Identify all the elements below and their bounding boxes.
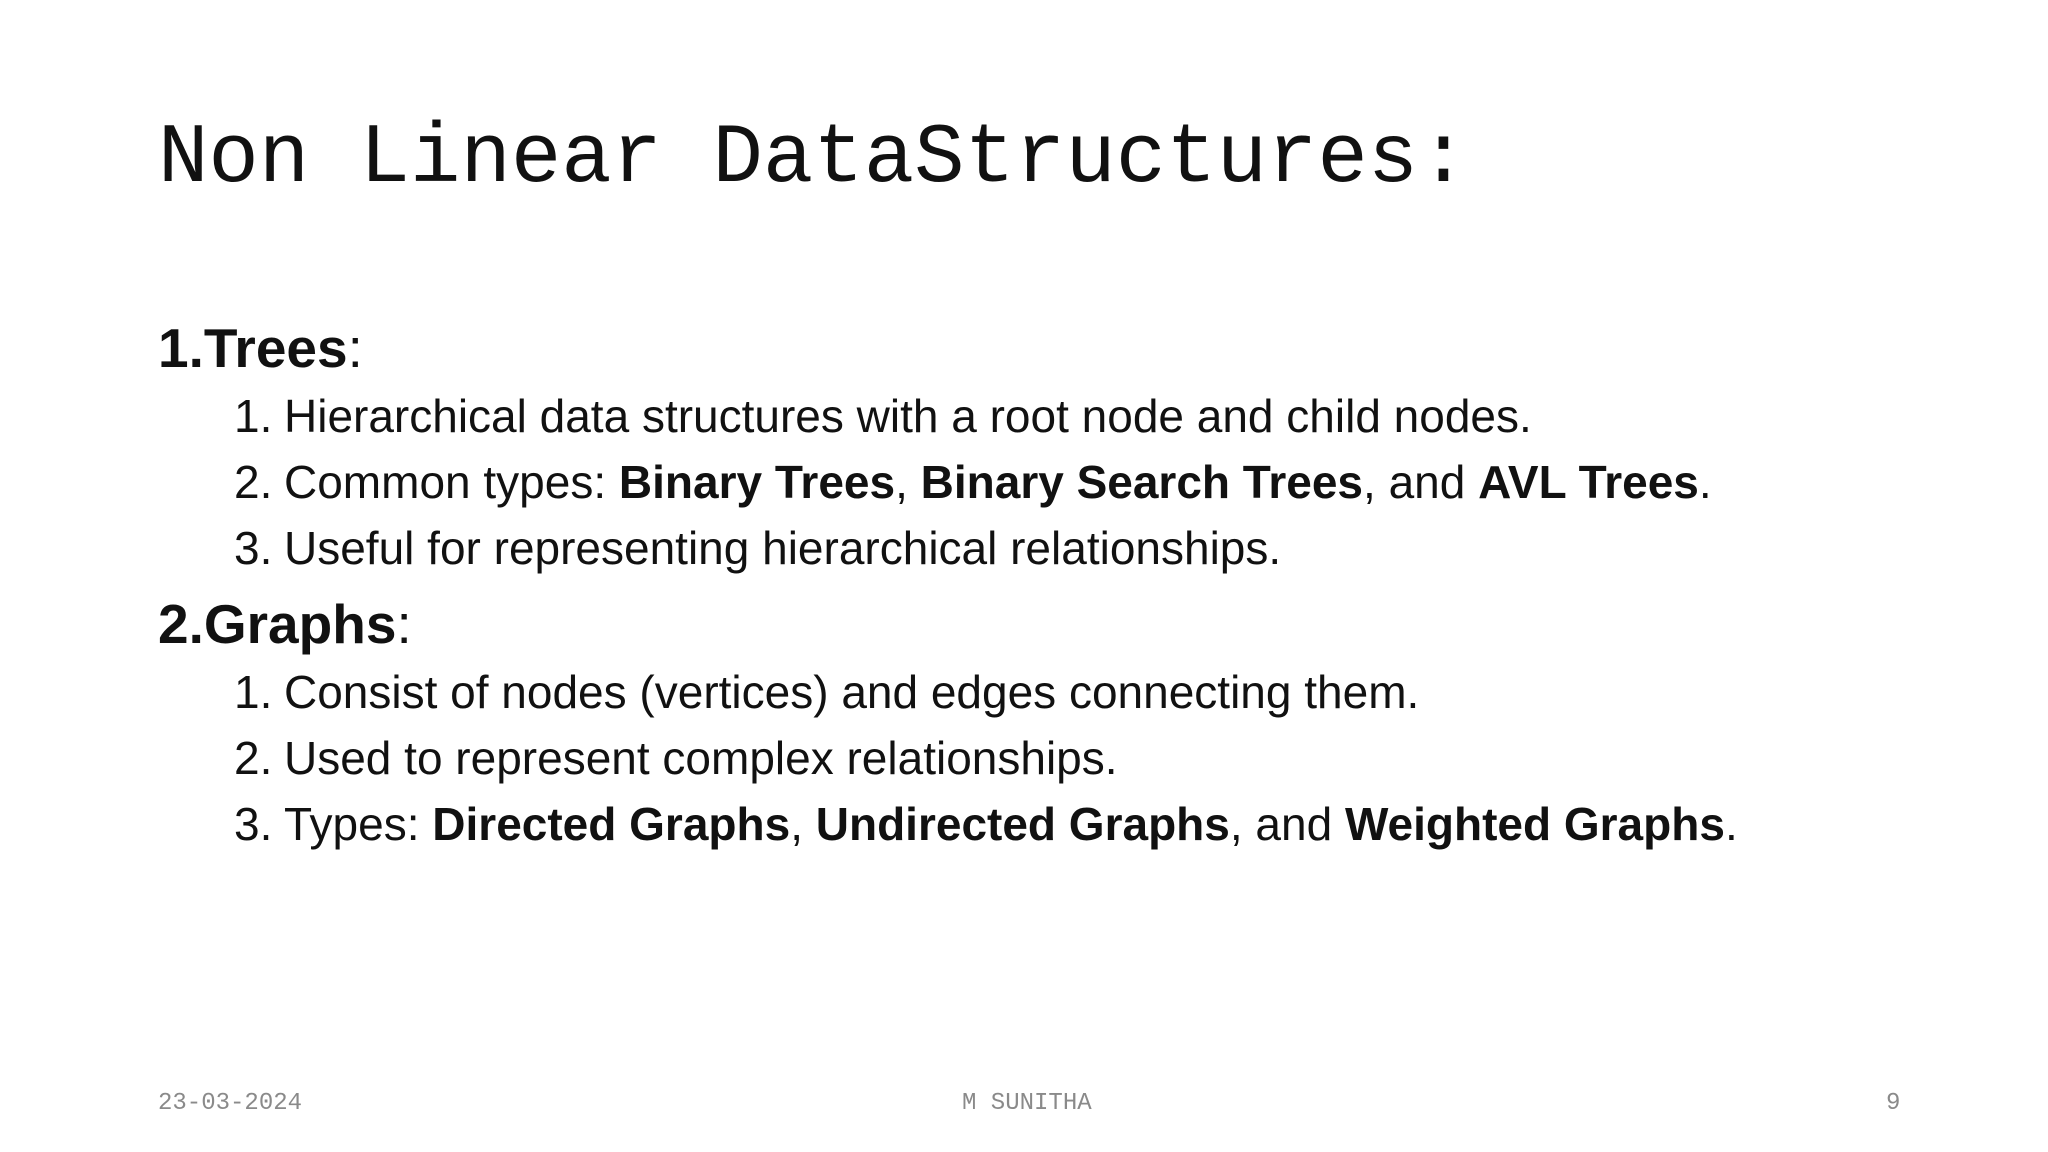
section-number: 1. [158, 317, 204, 379]
list-marker: 2. [234, 456, 273, 508]
section-heading-trees [158, 312, 1918, 384]
term-directed-graphs: Directed Graphs [432, 798, 791, 850]
section-suffix: : [347, 317, 363, 379]
list-item-prefix: Types: [284, 798, 433, 850]
section-heading-graphs [158, 588, 1918, 660]
slide-title: Non Linear DataStructures: [158, 112, 1469, 207]
list-item [158, 730, 1918, 786]
list-item-text: Hierarchical data structures with a root node and child nodes. [284, 390, 1532, 442]
list-item-separator: , [895, 456, 921, 508]
list-item-separator: , and [1229, 798, 1345, 850]
section-number: 2. [158, 593, 204, 655]
graphs-list [158, 664, 1918, 852]
list-marker: 1. [234, 390, 273, 442]
list-item [158, 796, 1844, 852]
trees-list [158, 388, 1918, 576]
section-trees [158, 312, 1918, 576]
term-binary-search-trees: Binary Search Trees [920, 456, 1364, 508]
list-item-text: Useful for representing hierarchical relationships. [284, 522, 1282, 574]
list-item [158, 664, 1918, 720]
list-item-end: . [1724, 798, 1738, 850]
slide-content [158, 312, 1918, 862]
footer-page-number: 9 [1886, 1090, 1901, 1117]
footer-author: M SUNITHA [962, 1090, 1092, 1117]
list-item-prefix: Common types: [284, 456, 619, 508]
list-marker: 3. [234, 522, 273, 574]
section-name: Trees [203, 317, 348, 379]
term-avl-trees: AVL Trees [1478, 456, 1699, 508]
list-item-separator: , and [1363, 456, 1479, 508]
list-item [158, 454, 1918, 510]
list-marker: 1. [234, 666, 273, 718]
list-item [158, 520, 1918, 576]
list-item-text: Consist of nodes (vertices) and edges connecting them. [284, 666, 1420, 718]
list-item-separator: , [790, 798, 816, 850]
footer-date: 23-03-2024 [158, 1090, 303, 1117]
list-item-text: Used to represent complex relationships. [284, 732, 1118, 784]
section-name: Graphs [203, 593, 397, 655]
list-item [158, 388, 1918, 444]
section-graphs [158, 588, 1918, 852]
list-item-end: . [1698, 456, 1712, 508]
list-marker: 3. [234, 798, 273, 850]
term-binary-trees: Binary Trees [618, 456, 896, 508]
term-weighted-graphs: Weighted Graphs [1344, 798, 1725, 850]
list-marker: 2. [234, 732, 273, 784]
section-suffix: : [396, 593, 412, 655]
term-undirected-graphs: Undirected Graphs [815, 798, 1230, 850]
